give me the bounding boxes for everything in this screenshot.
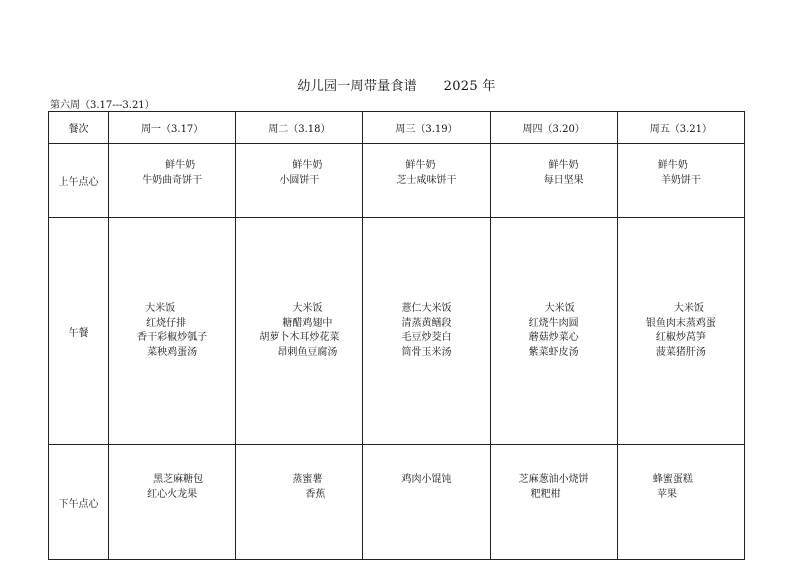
menu-item: 香蕉 <box>305 488 326 500</box>
menu-cell <box>617 218 744 445</box>
menu-item: 银鱼肉末蒸鸡蛋 <box>645 317 716 329</box>
menu-table <box>48 111 745 560</box>
menu-item: 大米饭 <box>673 303 704 314</box>
header-day-mon: 周一（3.17） <box>109 112 236 144</box>
menu-item: 粑粑柑 <box>530 488 561 500</box>
menu-item: 糖醋鸡翅中 <box>282 317 333 329</box>
menu-item: 蜂蜜蛋糕 <box>652 474 693 485</box>
menu-cell <box>236 218 363 445</box>
row-morning-snack <box>49 144 745 218</box>
row-label: 上午点心 <box>49 144 109 218</box>
menu-item: 苹果 <box>656 488 677 500</box>
menu-item: 香干彩椒炒瓠子 <box>137 332 208 343</box>
row-lunch <box>49 218 745 445</box>
menu-item: 蘑菇炒菜心 <box>528 332 579 343</box>
header-day-fri: 周五（3.21） <box>617 112 744 144</box>
menu-item: 大米饭 <box>145 303 176 314</box>
row-afternoon-snack <box>49 445 745 560</box>
menu-cell <box>363 218 490 445</box>
menu-item: 大米饭 <box>544 303 575 314</box>
menu-cell <box>363 144 490 218</box>
menu-item: 红烧牛肉圆 <box>528 317 579 329</box>
menu-cell <box>236 144 363 218</box>
header-day-wed: 周三（3.19） <box>363 112 490 144</box>
menu-item: 牛奶曲奇饼干 <box>142 174 203 186</box>
menu-item: 羊奶饼干 <box>660 174 701 186</box>
header-day-tue: 周二（3.18） <box>236 112 363 144</box>
menu-cell <box>490 445 617 560</box>
header-day-thu: 周四（3.20） <box>490 112 617 144</box>
header-meal: 餐次 <box>49 112 109 144</box>
menu-cell <box>363 445 490 560</box>
page-title: 幼儿园一周带量食谱 2025 年 <box>297 79 496 94</box>
menu-item: 紫菜虾皮汤 <box>528 346 579 358</box>
menu-item: 薏仁大米饭 <box>401 303 452 314</box>
menu-item: 芝麻葱油小烧饼 <box>518 474 589 485</box>
menu-cell <box>617 445 744 560</box>
menu-item: 芝士咸味饼干 <box>396 174 457 186</box>
menu-item: 菠菜猪肝汤 <box>655 346 706 358</box>
menu-cell <box>109 445 236 560</box>
row-label: 下午点心 <box>49 445 109 560</box>
menu-item: 鲜牛奶 <box>548 160 579 171</box>
menu-cell <box>617 144 744 218</box>
menu-item: 每日坚果 <box>543 174 584 186</box>
menu-item: 鲜牛奶 <box>292 160 323 171</box>
header-row <box>49 112 745 144</box>
menu-item: 鲜牛奶 <box>405 160 436 171</box>
menu-item: 大米饭 <box>292 303 323 314</box>
menu-cell <box>490 144 617 218</box>
menu-item: 小圆饼干 <box>279 174 320 186</box>
menu-cell <box>236 445 363 560</box>
menu-item: 胡萝卜木耳炒花菜 <box>259 332 340 343</box>
menu-cell <box>490 218 617 445</box>
menu-item: 蒸蜜薯 <box>292 474 323 485</box>
menu-item: 毛豆炒茭白 <box>401 332 452 343</box>
menu-item: 昂刺鱼豆腐汤 <box>277 346 338 358</box>
menu-item: 鲜牛奶 <box>165 160 196 171</box>
menu-item: 黑芝麻糖包 <box>153 474 204 485</box>
menu-item: 筒骨玉米汤 <box>401 346 452 358</box>
menu-item: 红烧仔排 <box>146 317 187 329</box>
menu-cell <box>109 218 236 445</box>
week-label: 第六周（3.17---3.21） <box>50 100 155 111</box>
menu-item: 红心火龙果 <box>147 488 198 500</box>
menu-item: 鲜牛奶 <box>657 160 688 171</box>
menu-item: 红椒炒莴笋 <box>655 332 706 343</box>
row-label: 午餐 <box>49 218 109 445</box>
menu-cell <box>109 144 236 218</box>
menu-item: 鸡肉小馄饨 <box>401 474 452 485</box>
menu-item: 清蒸黄鳝段 <box>401 317 452 329</box>
menu-item: 菜秧鸡蛋汤 <box>147 346 198 358</box>
